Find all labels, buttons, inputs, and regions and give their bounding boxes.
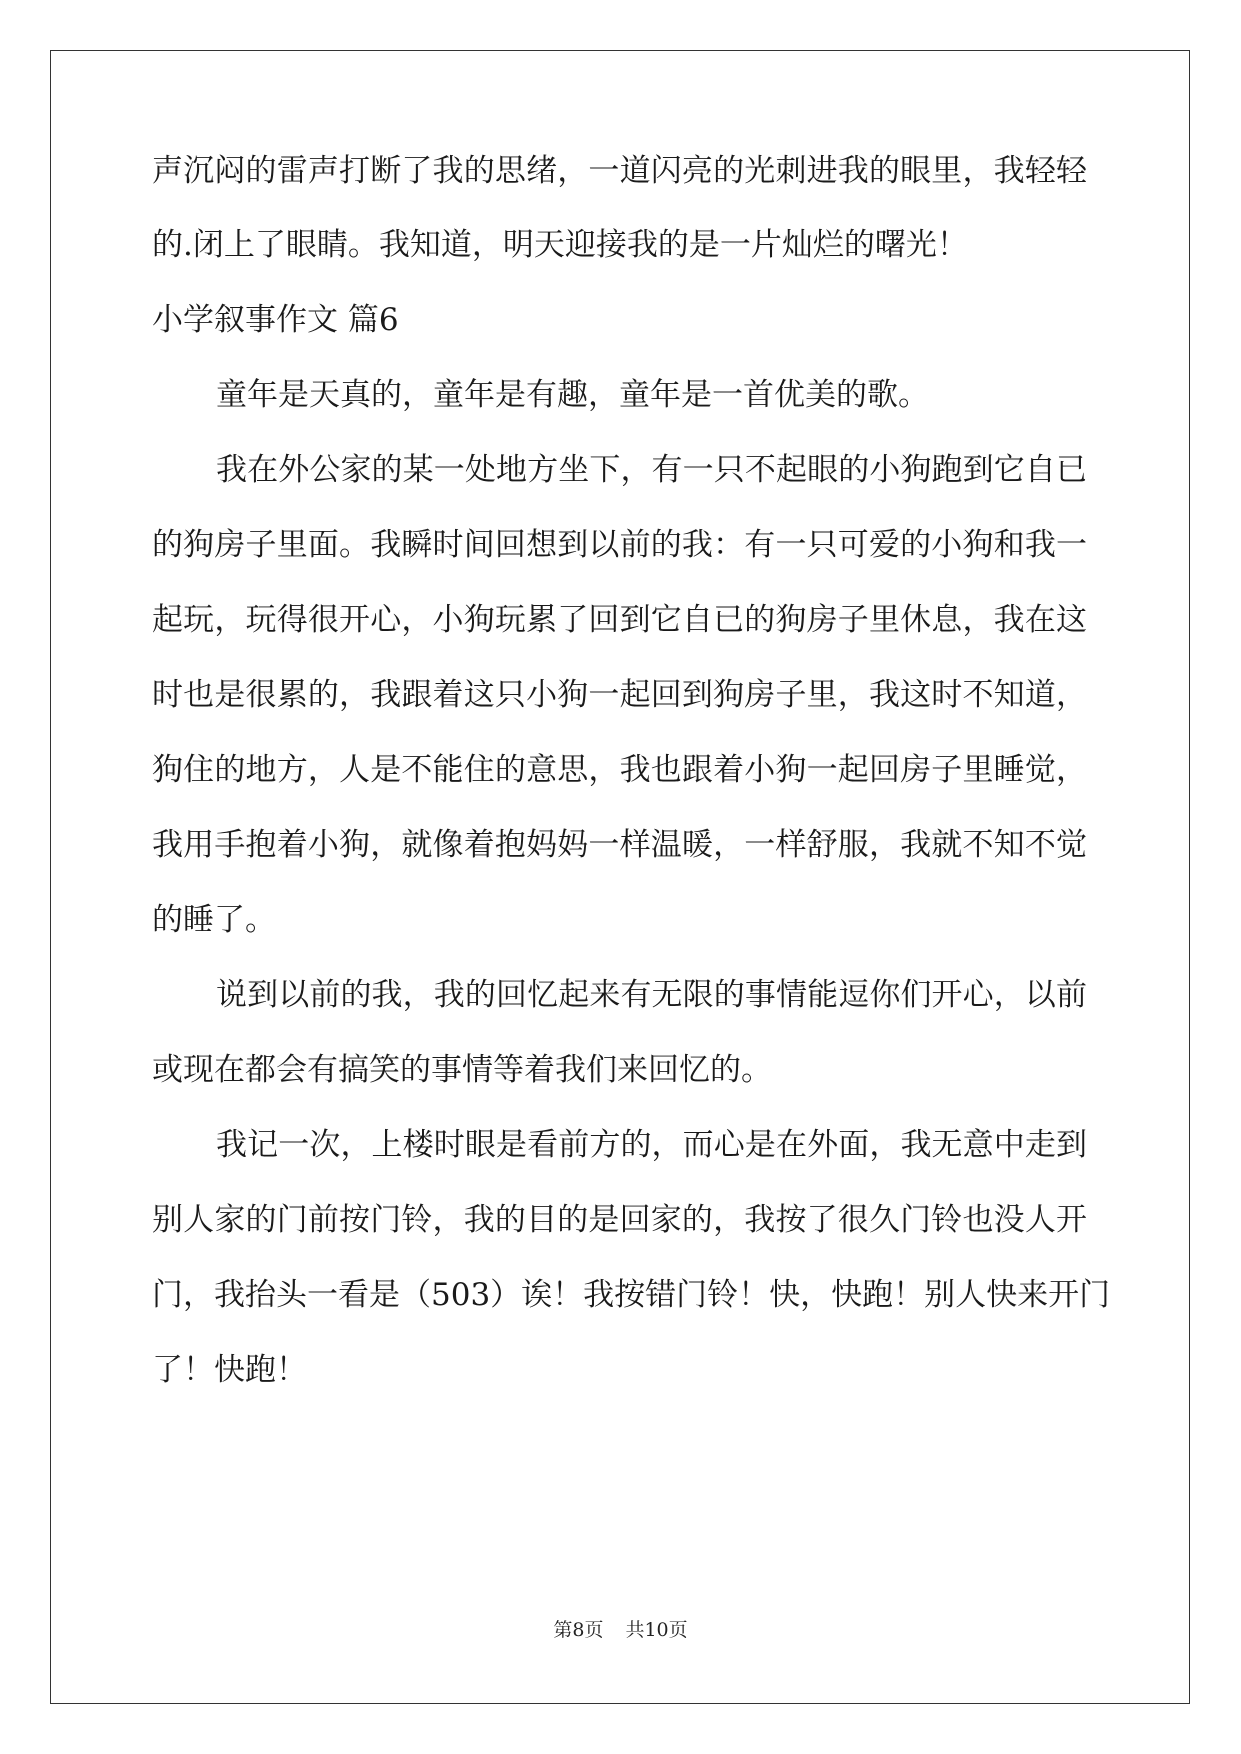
text-line: 狗住的地方，人是不能住的意思，我也跟着小狗一起回房子里睡觉， [152, 752, 1087, 788]
text-line: 说到以前的我，我的回忆起来有无限的事情能逗你们开心，以前 [216, 977, 1087, 1013]
text-line: 声沉闷的雷声打断了我的思绪，一道闪亮的光刺进我的眼里，我轻轻 [152, 153, 1087, 189]
page-footer [0, 1618, 1241, 1642]
text-line: 的狗房子里面。我瞬时间回想到以前的我：有一只可爱的小狗和我一 [152, 527, 1087, 563]
text-line: 我记一次，上楼时眼是看前方的，而心是在外面，我无意中走到 [216, 1127, 1087, 1163]
text-line: 我在外公家的某一处地方坐下，有一只不起眼的小狗跑到它自已 [216, 452, 1087, 488]
text-line: 门，我抬头一看是（503）诶！我按错门铃！快，快跑！别人快来开门 [152, 1277, 1111, 1313]
page-total: 共10页 [625, 1619, 688, 1641]
text-line: 了！快跑！ [152, 1352, 307, 1388]
section-heading: 小学叙事作文 篇6 [152, 302, 399, 338]
text-line: 童年是天真的，童年是有趣，童年是一首优美的歌。 [216, 377, 929, 413]
text-line: 我用手抱着小狗，就像着抱妈妈一样温暖，一样舒服，我就不知不觉 [152, 827, 1087, 863]
text-line: 或现在都会有搞笑的事情等着我们来回忆的。 [152, 1052, 772, 1088]
text-line: 别人家的门前按门铃，我的目的是回家的，我按了很久门铃也没人开 [152, 1202, 1087, 1238]
text-line: 的.闭上了眼睛。我知道，明天迎接我的是一片灿烂的曙光！ [152, 227, 968, 263]
text-line: 的睡了。 [152, 902, 276, 938]
text-line: 起玩，玩得很开心，小狗玩累了回到它自已的狗房子里休息，我在这 [152, 602, 1087, 638]
page-number: 第8页 [553, 1619, 604, 1641]
text-line: 时也是很累的，我跟着这只小狗一起回到狗房子里，我这时不知道， [152, 677, 1087, 713]
